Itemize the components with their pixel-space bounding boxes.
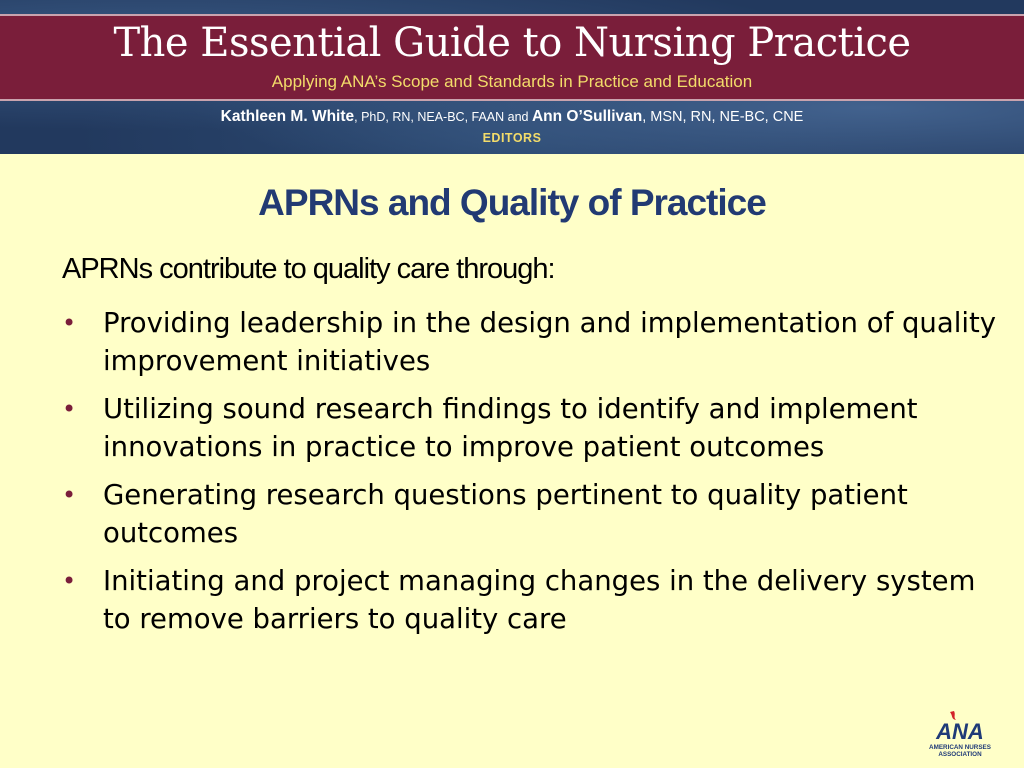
editor2-credentials: , MSN, RN, NE-BC, CNE bbox=[642, 109, 804, 125]
editors-label: EDITORS bbox=[482, 131, 542, 145]
editors-line bbox=[0, 108, 1024, 126]
editor1-credentials: , PhD, RN, NEA-BC, FAAN bbox=[354, 110, 505, 124]
bullet-dot-icon: • bbox=[62, 309, 77, 337]
bullet-text: Utilizing sound research findings to identify and implement innovations in practice to improve patient outcomes bbox=[103, 393, 918, 463]
bullet-item bbox=[62, 562, 1002, 638]
lead-text: APRNs contribute to quality care through: bbox=[62, 253, 555, 285]
bullet-item bbox=[62, 304, 1002, 380]
logo-text-line1: AMERICAN NURSES bbox=[929, 744, 991, 751]
slide-title: APRNs and Quality of Practice bbox=[258, 182, 766, 223]
editor1-name: Kathleen M. White bbox=[220, 108, 355, 125]
bullet-text: Providing leadership in the design and implementation of quality improvement initiatives bbox=[103, 307, 997, 377]
bullet-text: Initiating and project managing changes in the delivery system to remove barriers to quality care bbox=[103, 565, 976, 635]
book-banner bbox=[0, 0, 1024, 154]
editors-and: and bbox=[504, 110, 532, 124]
editor2-name: Ann O’Sullivan bbox=[531, 108, 643, 125]
bullet-item bbox=[62, 476, 1002, 552]
bullet-item bbox=[62, 390, 1002, 466]
logo-text-line2: ASSOCIATION bbox=[938, 751, 982, 758]
book-title: The Essential Guide to Nursing Practice bbox=[113, 20, 911, 66]
logo-mark: ANA bbox=[936, 719, 984, 744]
book-subtitle: Applying ANA’s Scope and Standards in Practice and Education bbox=[271, 72, 753, 91]
bullet-dot-icon: • bbox=[62, 567, 77, 595]
bullet-list bbox=[62, 304, 1002, 648]
ana-logo-icon bbox=[920, 708, 1000, 760]
bullet-dot-icon: • bbox=[62, 395, 77, 423]
bullet-dot-icon: • bbox=[62, 481, 77, 509]
bullet-text: Generating research questions pertinent to quality patient outcomes bbox=[103, 479, 908, 549]
